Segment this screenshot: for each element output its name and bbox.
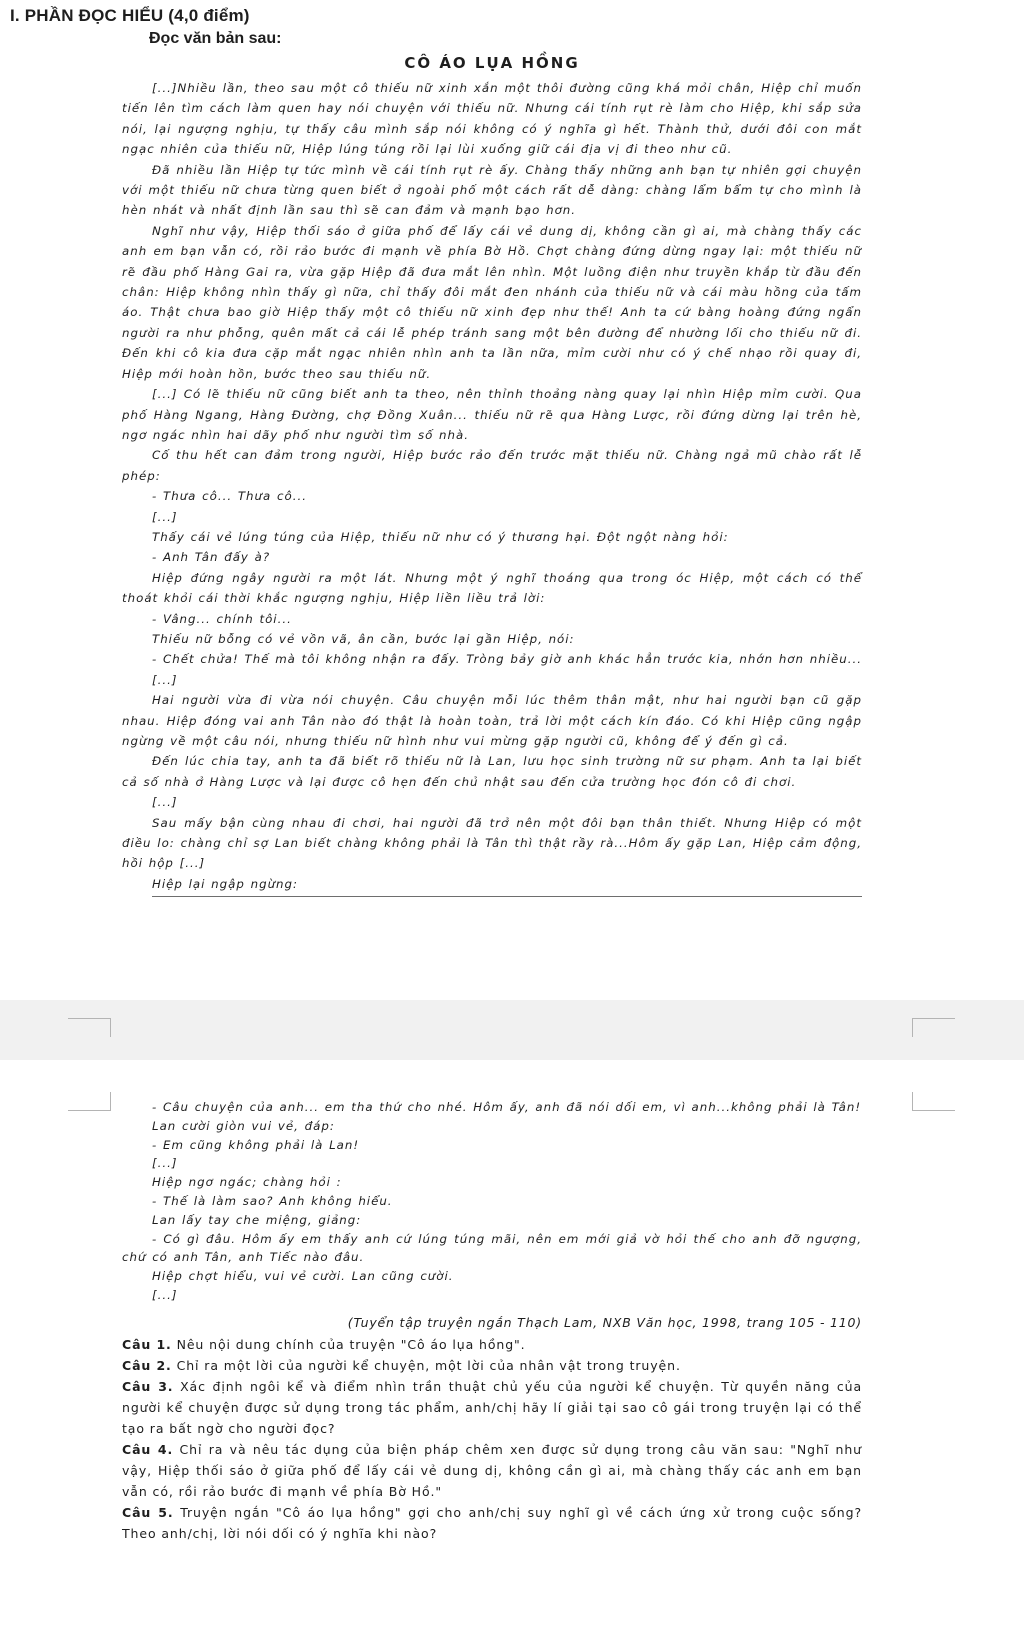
question-text: Nêu nội dung chính của truyện "Cô áo lụa hồng".	[176, 1336, 526, 1352]
story-paragraph: Hai người vừa đi vừa nói chuyện. Câu chuyện mỗi lúc thêm thân mật, như hai người bạn cũ gặp nhau. Hiệp đóng vai anh Tân nào đó thật là hoàn toàn, trả lời một cách kín đáo. Có khi Hiệp cũng ngập ngừng về một câu nói, nhưng thiếu nữ hình như vui mừng gặp người cũ, không để ý đến gì cả.	[122, 693, 862, 748]
question-item	[122, 1439, 862, 1502]
reading-passage-bottom	[122, 1098, 862, 1544]
story-paragraph: Thiếu nữ bỗng có vẻ vồn vã, ân cần, bước lại gần Hiệp, nói:	[152, 631, 575, 646]
question-item	[122, 1376, 862, 1439]
page-divider-line	[152, 896, 862, 897]
question-label: Câu 3.	[122, 1378, 174, 1394]
story-paragraph: Cố thu hết can đảm trong người, Hiệp bước rảo đến trước mặt thiếu nữ. Chàng ngả mũ chào rất lễ phép:	[122, 448, 862, 483]
story-paragraph: Hiệp đứng ngây người ra một lát. Nhưng một ý nghĩ thoáng qua trong óc Hiệp, một cách có thể thoát khỏi cái thời khắc ngượng nghịu, Hiệp liền liều trả lời:	[122, 570, 862, 606]
story-paragraph: [...]	[152, 1156, 178, 1171]
question-label: Câu 4.	[122, 1441, 174, 1457]
question-label: Câu 5.	[122, 1504, 174, 1520]
page-break-band	[0, 1000, 1024, 1060]
page-corner-mark	[912, 1092, 955, 1111]
question-item	[122, 1355, 862, 1376]
story-paragraph: [...] Có lẽ thiếu nữ cũng biết anh ta theo, nên thỉnh thoảng nàng quay lại nhìn Hiệp mỉm cười. Qua phố Hàng Ngang, Hàng Đường, chợ Đồng Xuân... thiếu nữ rẽ qua Hàng Lược, rồi đứng dừng lại trên hè, ngơ ngác nhìn hai dãy phố như người tìm số nhà.	[122, 387, 862, 442]
story-paragraph: - Anh Tân đấy à?	[152, 550, 271, 565]
section-title: I. PHẦN ĐỌC HIỂU (4,0 điểm)	[10, 6, 250, 25]
source-citation: (Tuyển tập truyện ngắn Thạch Lam, NXB Văn học, 1998, trang 105 - 110)	[347, 1314, 862, 1330]
question-text: Truyện ngắn "Cô áo lụa hồng" gợi cho anh/chị suy nghĩ gì về cách ứng xử trong cuộc sống? Theo anh/chị, lời nói dối có ý nghĩa khi nào?	[122, 1504, 863, 1541]
story-paragraph: [...]Nhiều lần, theo sau một cô thiếu nữ xinh xắn một thôi đường cũng khá mỏi chân, Hiệp chỉ muốn tiến lên tìm cách làm quen hay nói chuyện với thiếu nữ. Nhưng cái tính rụt rè làm cho Hiệp, khi sắp sửa nói, lại ngượng nghịu, tự thấy câu mình sắp nói không có ý nghĩa gì hết. Thành thử, dưới đôi con mắt ngạc nhiên của thiếu nữ, Hiệp lúng túng rồi lại lùi xuống giữ cái địa vị đi theo như cũ.	[122, 81, 862, 157]
story-paragraph: Hiệp lại ngập ngừng:	[152, 876, 298, 891]
page-corner-mark	[68, 1092, 111, 1111]
question-text: Chỉ ra một lời của người kể chuyện, một lời của nhân vật trong truyện.	[176, 1357, 681, 1373]
story-paragraph: [...]	[152, 795, 178, 810]
story-paragraph: [...]	[152, 509, 178, 524]
story-paragraph: - Có gì đâu. Hôm ấy em thấy anh cứ lúng túng mãi, nên em mới giả vờ hỏi thế cho anh đỡ ngượng, chứ có anh Tân, anh Tiếc nào đâu.	[122, 1231, 862, 1265]
story-paragraph: Sau mấy bận cùng nhau đi chơi, hai người đã trở nên một đôi bạn thân thiết. Nhưng Hiệp có một điều lo: chàng chỉ sợ Lan biết chàng không phải là Tân thì thật rầy rà...Hôm ấy gặp Lan, Hiệp cảm động, hồi hộp [...]	[122, 815, 862, 871]
story-paragraph: Lan lấy tay che miệng, giảng:	[152, 1212, 362, 1227]
reading-passage-top	[10, 0, 862, 897]
question-label: Câu 2.	[122, 1357, 172, 1373]
question-item	[122, 1334, 862, 1355]
story-paragraph: Đã nhiều lần Hiệp tự tức mình về cái tính rụt rè ấy. Chàng thấy những anh bạn tự nhiên gợi chuyện với một thiếu nữ chưa từng quen biết ở ngoài phố một cách rất dễ dàng: chàng lẩm bẩm tự cho mình là hèn nhát và nhất định lần sau thì sẽ can đảm và mạnh bạo hơn.	[122, 162, 862, 218]
story-paragraph: Đến lúc chia tay, anh ta đã biết rõ thiếu nữ là Lan, lưu học sinh trường nữ sư phạm. Anh ta lại biết cả số nhà ở Hàng Lược và lại được cô hẹn đến chủ nhật sau đến cửa trường học đón cô đi chơi.	[122, 754, 862, 789]
story-paragraph: - Vâng... chính tôi...	[152, 611, 292, 626]
story-paragraph: [...]	[152, 672, 178, 687]
story-paragraph: Thấy cái vẻ lúng túng của Hiệp, thiếu nữ như có ý thương hại. Đột ngột nàng hỏi:	[152, 529, 729, 544]
question-text: Chỉ ra và nêu tác dụng của biện pháp chêm xen được sử dụng trong câu văn sau: "Nghĩ như vậy, Hiệp thối sáo ở giữa phố để lấy cái vẻ dung dị, không cần gì ai, mà chàng thấy các anh em bạn vẫn có, rồi rảo bước đi mạnh về phía Bờ Hồ."	[122, 1441, 862, 1499]
page-corner-mark	[912, 1018, 955, 1037]
question-text: Xác định ngôi kể và điểm nhìn trần thuật chủ yếu của người kể chuyện. Từ quyền năng của người kể chuyện được sử dụng trong tác phẩm, anh/chị hãy lí giải tại sao cô gái trong truyện lại có thể tạo ra bất ngờ cho người đọc?	[122, 1378, 863, 1436]
story-paragraph: Nghĩ như vậy, Hiệp thối sáo ở giữa phố để lấy cái vẻ dung dị, không cần gì ai, mà chàng thấy các anh em bạn vẫn có, rồi rảo bước đi mạnh về phía Bờ Hồ. Chợt chàng đứng dừng ngay lại: một thiếu nữ rẽ đầu phố Hàng Gai ra, vừa gặp Hiệp đã đưa mắt lên nhìn. Một luồng điện như truyền khắp từ đầu đến chân: Hiệp không nhìn thấy gì nữa, chỉ thấy đôi mắt đen nhánh của thiếu nữ và cái màu hồng của tấm áo. Thật chưa bao giờ Hiệp thấy một cô thiếu nữ xinh đẹp như thế! Anh ta cứ bàng hoàng đứng ngẩn người ra như phỗng, quên mất cả cái lễ phép tránh sang một bên đường để nhường lối cho thiếu nữ đi. Đến khi cô kia đưa cặp mắt ngạc nhiên nhìn anh ta lần nữa, mỉm cười như có ý chế nhạo rồi quay đi, Hiệp mới hoàn hồn, bước theo sau thiếu nữ.	[122, 223, 862, 381]
story-title: CÔ ÁO LỤA HỒNG	[404, 54, 580, 72]
story-paragraph: - Thưa cô... Thưa cô...	[152, 489, 307, 504]
question-label: Câu 1.	[122, 1336, 172, 1352]
story-paragraph: Lan cười giòn vui vẻ, đáp:	[152, 1118, 335, 1133]
page-corner-mark	[68, 1018, 111, 1037]
story-paragraph: [...]	[152, 1287, 178, 1302]
story-paragraph: - Em cũng không phải là Lan!	[152, 1137, 360, 1152]
story-paragraph: Hiệp ngơ ngác; chàng hỏi :	[152, 1175, 342, 1190]
question-item	[122, 1502, 862, 1544]
story-paragraph: - Thế là làm sao? Anh không hiểu.	[152, 1193, 393, 1208]
story-paragraph: - Câu chuyện của anh... em tha thứ cho nhé. Hôm ấy, anh đã nói dối em, vì anh...không phải là Tân!	[152, 1100, 862, 1114]
reading-instruction: Đọc văn bản sau:	[149, 30, 282, 47]
story-paragraph: Hiệp chợt hiểu, vui vẻ cười. Lan cũng cười.	[152, 1269, 454, 1284]
story-paragraph: - Chết chửa! Thế mà tôi không nhận ra đấy. Tròng bảy giờ anh khác hẳn trước kia, nhớn hơn nhiều...	[152, 652, 862, 667]
